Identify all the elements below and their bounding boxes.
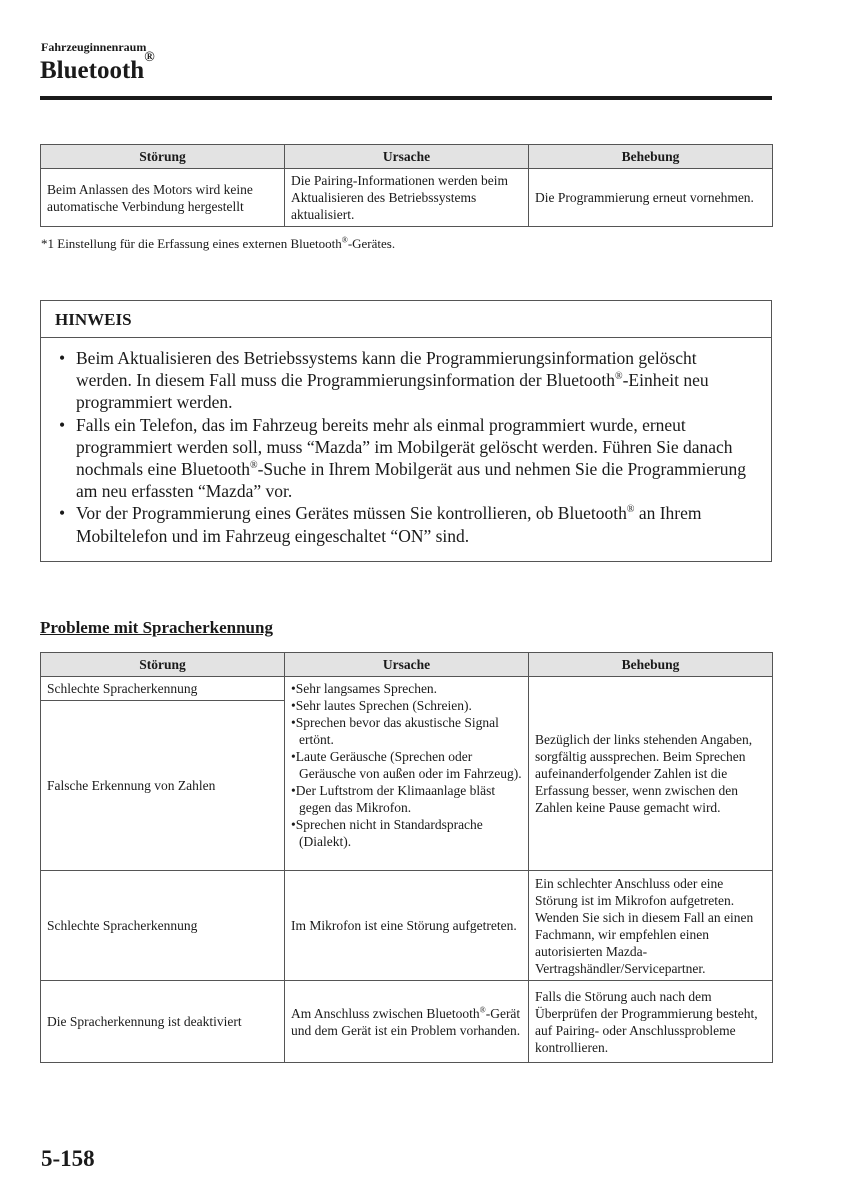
- cell-ursache-shared: [285, 677, 529, 871]
- cell-stoerung: Falsche Erkennung von Zahlen: [41, 701, 285, 871]
- title-rule: [40, 96, 772, 100]
- column-header-behebung: Behebung: [529, 653, 773, 677]
- bullet-icon: •: [59, 503, 66, 524]
- hinweis-title: HINWEIS: [41, 301, 771, 338]
- cause-item: •Laute Geräusche (Sprechen oder Geräusche von außen oder im Fahrzeug).: [291, 749, 522, 781]
- cell-stoerung: Beim Anlassen des Motors wird keine automatische Verbindung hergestellt: [41, 169, 285, 227]
- cell-behebung: Die Programmierung erneut vornehmen.: [529, 169, 773, 227]
- cell-behebung-shared: Bezüglich der links stehenden Angaben, sorgfältig aussprechen. Beim Sprechen aufeinanderfolgender Zahlen ist die Erfassung besser, wenn zwischen den Zahlen keine Pause gemacht wird.: [529, 677, 773, 871]
- cause-item: •Sprechen nicht in Standardsprache (Dialekt).: [291, 817, 483, 849]
- cell-ursache: Im Mikrofon ist eine Störung aufgetreten.: [285, 871, 529, 981]
- column-header-stoerung: Störung: [41, 145, 285, 169]
- cause-item: •Der Luftstrom der Klimaanlage bläst gegen das Mikrofon.: [291, 783, 496, 815]
- speech-trouble-table: [40, 652, 773, 1063]
- hinweis-box: [40, 300, 772, 562]
- table-row: [41, 169, 773, 227]
- cause-item: •Sehr langsames Sprechen.: [291, 681, 438, 696]
- bullet-icon: •: [59, 414, 66, 435]
- cell-behebung: Ein schlechter Anschluss oder eine Störung ist im Mikrofon aufgetreten. Wenden Sie sich in diesem Fall an einen Fachmann, wir empfehlen einen autorisierten Mazda-Vertragshändler/Servicepartner.: [529, 871, 773, 981]
- table-row: [41, 677, 773, 701]
- cell-stoerung: Schlechte Spracherkennung: [41, 871, 285, 981]
- table-row: [41, 871, 773, 981]
- registered-mark: ®: [144, 50, 155, 65]
- section-label: Fahrzeuginnenraum: [41, 40, 147, 54]
- column-header-ursache: Ursache: [285, 653, 529, 677]
- column-header-ursache: Ursache: [285, 145, 529, 169]
- table-header-row: [41, 145, 773, 169]
- table-header-row: [41, 653, 773, 677]
- cell-stoerung: Schlechte Spracherkennung: [41, 677, 285, 701]
- cell-ursache: Am Anschluss zwischen Bluetooth®-Gerät und dem Gerät ist ein Problem vorhanden.: [285, 981, 529, 1063]
- cell-ursache: Die Pairing-Informationen werden beim Aktualisieren des Betriebssystems aktualisiert.: [285, 169, 529, 227]
- page-number: 5-158: [41, 1146, 95, 1171]
- footnote: *1 Einstellung für die Erfassung eines externen Bluetooth®-Gerätes.: [41, 235, 396, 251]
- pairing-trouble-table: [40, 144, 773, 227]
- hinweis-body: [41, 338, 771, 547]
- column-header-behebung: Behebung: [529, 145, 773, 169]
- cell-behebung: Falls die Störung auch nach dem Überprüfen der Programmierung besteht, auf Pairing- oder Anschlussprobleme kontrollieren.: [529, 981, 773, 1063]
- cause-item: •Sehr lautes Sprechen (Schreien).: [291, 698, 472, 713]
- table-row: [41, 981, 773, 1063]
- list-item: • Falls ein Telefon, das im Fahrzeug bereits mehr als einmal programmiert wurde, erneut programmiert werden soll, muss “Mazda” im Mobilgerät gelöscht werden. Führen Sie danach nochmals eine Bluetooth®-Suche in Ihrem Mobilgerät aus und nehmen Sie die Programmierung am neu erfassten “Mazda” vor.: [59, 414, 747, 502]
- cell-stoerung: Die Spracherkennung ist deaktiviert: [41, 981, 285, 1063]
- column-header-stoerung: Störung: [41, 653, 285, 677]
- page-title: Bluetooth®: [40, 50, 155, 84]
- bullet-icon: •: [59, 348, 66, 368]
- speech-section-heading: Probleme mit Spracherkennung: [40, 618, 273, 637]
- list-item: • Beim Aktualisieren des Betriebssystems kann die Programmierungsinformation gelöscht werden. In diesem Fall muss die Programmierungsinformation der Bluetooth®-Einheit neu programmiert werden.: [59, 348, 709, 413]
- cause-item: •Sprechen bevor das akustische Signal ertönt.: [291, 715, 499, 747]
- list-item: • Vor der Programmierung eines Gerätes müssen Sie kontrollieren, ob Bluetooth® an Ihrem Mobiltelefon und im Fahrzeug eingeschaltet “ON” sind.: [59, 503, 702, 546]
